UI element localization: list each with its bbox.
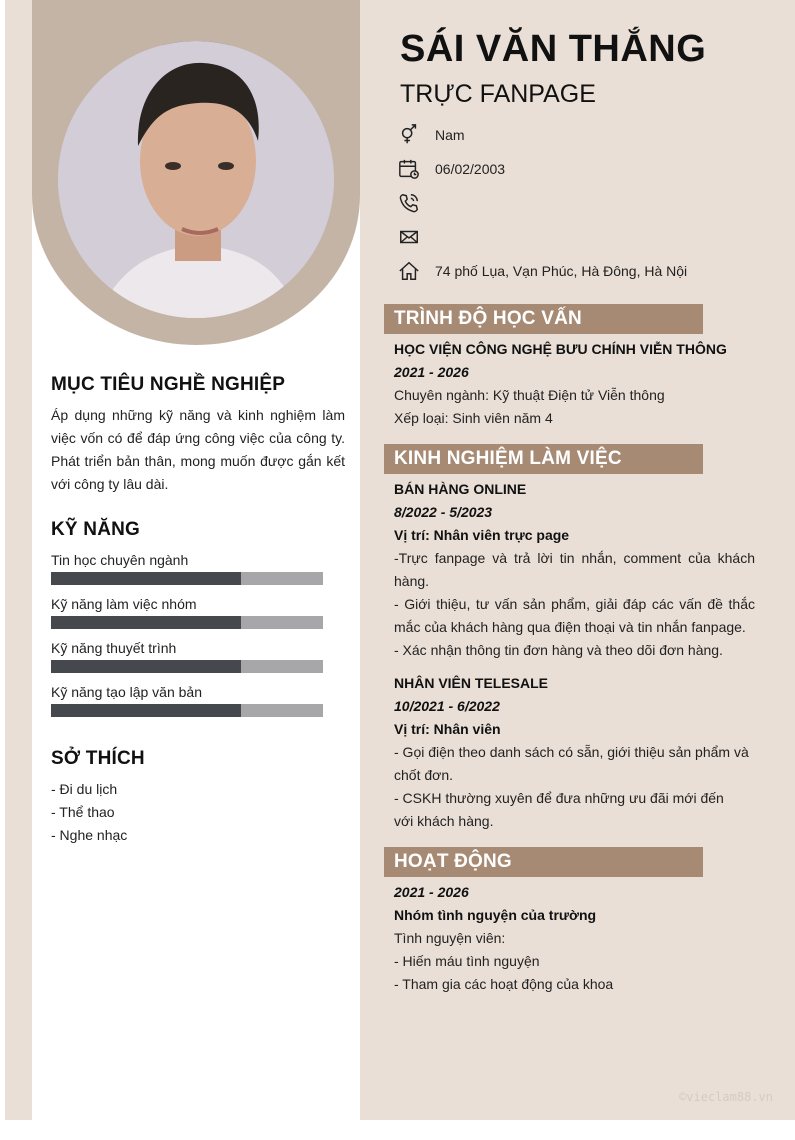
skill-bar	[51, 572, 323, 585]
activity-line: - Hiến máu tình nguyện	[394, 953, 540, 969]
skill-label: Tin học chuyên ngành	[51, 552, 189, 568]
skill-bar-fill	[51, 660, 241, 673]
skill-bar	[51, 704, 323, 717]
experience-title: KINH NGHIỆM LÀM VIỆC	[384, 444, 703, 474]
profile-photo-illustration	[58, 41, 334, 318]
skill-bar-fill	[51, 572, 241, 585]
contact-address	[398, 259, 688, 283]
skills-title: KỸ NĂNG	[51, 519, 141, 540]
skill-bar-fill	[51, 616, 241, 629]
watermark: ©vieclam88.vn	[679, 1090, 773, 1104]
education-period: 2021 - 2026	[394, 364, 469, 380]
job-position: Vị trí: Nhân viên trực page	[394, 527, 570, 543]
skill-bar-fill	[51, 704, 241, 717]
job-period: 10/2021 - 6/2022	[394, 698, 500, 714]
activity-line: Tình nguyện viên:	[394, 930, 506, 946]
activity-group: Nhóm tình nguyện của trường	[394, 907, 597, 923]
contact-phone[interactable]	[398, 191, 420, 215]
hobby-item: - Đi du lịch	[51, 781, 118, 797]
job-duty: - Gọi điện theo danh sách có sẵn, giới thiệu sản phẩm và chốt đơn.	[394, 744, 749, 783]
hobbies-title: SỞ THÍCH	[51, 748, 145, 769]
objective-title: MỤC TIÊU NGHỀ NGHIỆP	[51, 374, 286, 395]
objective-text: Áp dụng những kỹ năng và kinh nghiệm làm việc vốn có để đáp ứng công việc của công ty. Phát triển bản thân, mong muốn được gắn kết với công ty lâu dài.	[51, 407, 345, 492]
skill-bar	[51, 616, 323, 629]
job-company: NHÂN VIÊN TELESALE	[394, 675, 549, 691]
job-duty: - CSKH thường xuyên để đưa những ưu đãi mới đến với khách hàng.	[394, 790, 724, 829]
education-rank: Xếp loại: Sinh viên năm 4	[394, 410, 553, 426]
skill-item	[51, 596, 323, 629]
skill-label: Kỹ năng làm việc nhóm	[51, 596, 197, 612]
job-company: BÁN HÀNG ONLINE	[394, 481, 527, 497]
job-duty: - Giới thiệu, tư vấn sản phẩm, giải đáp các vấn đề thắc mắc của khách hàng qua điện thoại và tin nhắn fanpage.	[394, 596, 755, 635]
skill-item	[51, 552, 323, 585]
home-icon	[398, 260, 420, 282]
hobby-item: - Thể thao	[51, 804, 115, 820]
skill-bar	[51, 660, 323, 673]
candidate-role: TRỰC FANPAGE	[400, 80, 596, 108]
hobby-item: - Nghe nhạc	[51, 827, 128, 843]
gender-text: Nam	[435, 127, 465, 143]
job-period: 8/2022 - 5/2023	[394, 504, 493, 520]
activity-line: - Tham gia các hoạt động của khoa	[394, 976, 614, 992]
job-duty: -Trực fanpage và trả lời tin nhắn, comment của khách hàng.	[394, 550, 755, 589]
mail-icon	[398, 226, 420, 248]
candidate-name: SÁI VĂN THẮNG	[400, 28, 707, 70]
activities-title: HOẠT ĐỘNG	[384, 847, 703, 877]
skill-item	[51, 640, 323, 673]
education-major: Chuyên ngành: Kỹ thuật Điện tử Viễn thông	[394, 387, 665, 403]
skill-item	[51, 684, 323, 717]
calendar-icon	[398, 158, 420, 180]
skill-label: Kỹ năng tạo lập văn bản	[51, 684, 203, 700]
gender-icon	[398, 124, 420, 146]
dob-text: 06/02/2003	[435, 161, 506, 177]
education-school: HỌC VIỆN CÔNG NGHỆ BƯU CHÍNH VIỄN THÔNG	[394, 341, 727, 357]
contact-gender	[398, 123, 465, 147]
profile-photo	[58, 41, 334, 318]
activity-period: 2021 - 2026	[394, 884, 469, 900]
phone-icon	[398, 192, 420, 214]
skill-label: Kỹ năng thuyết trình	[51, 640, 177, 656]
contact-dob	[398, 157, 506, 181]
job-duty: - Xác nhận thông tin đơn hàng và theo dõi đơn hàng.	[394, 642, 723, 658]
contact-email[interactable]	[398, 225, 420, 249]
address-text: 74 phố Lụa, Vạn Phúc, Hà Đông, Hà Nội	[435, 263, 688, 279]
education-title: TRÌNH ĐỘ HỌC VẤN	[384, 304, 703, 334]
job-position: Vị trí: Nhân viên	[394, 721, 501, 737]
